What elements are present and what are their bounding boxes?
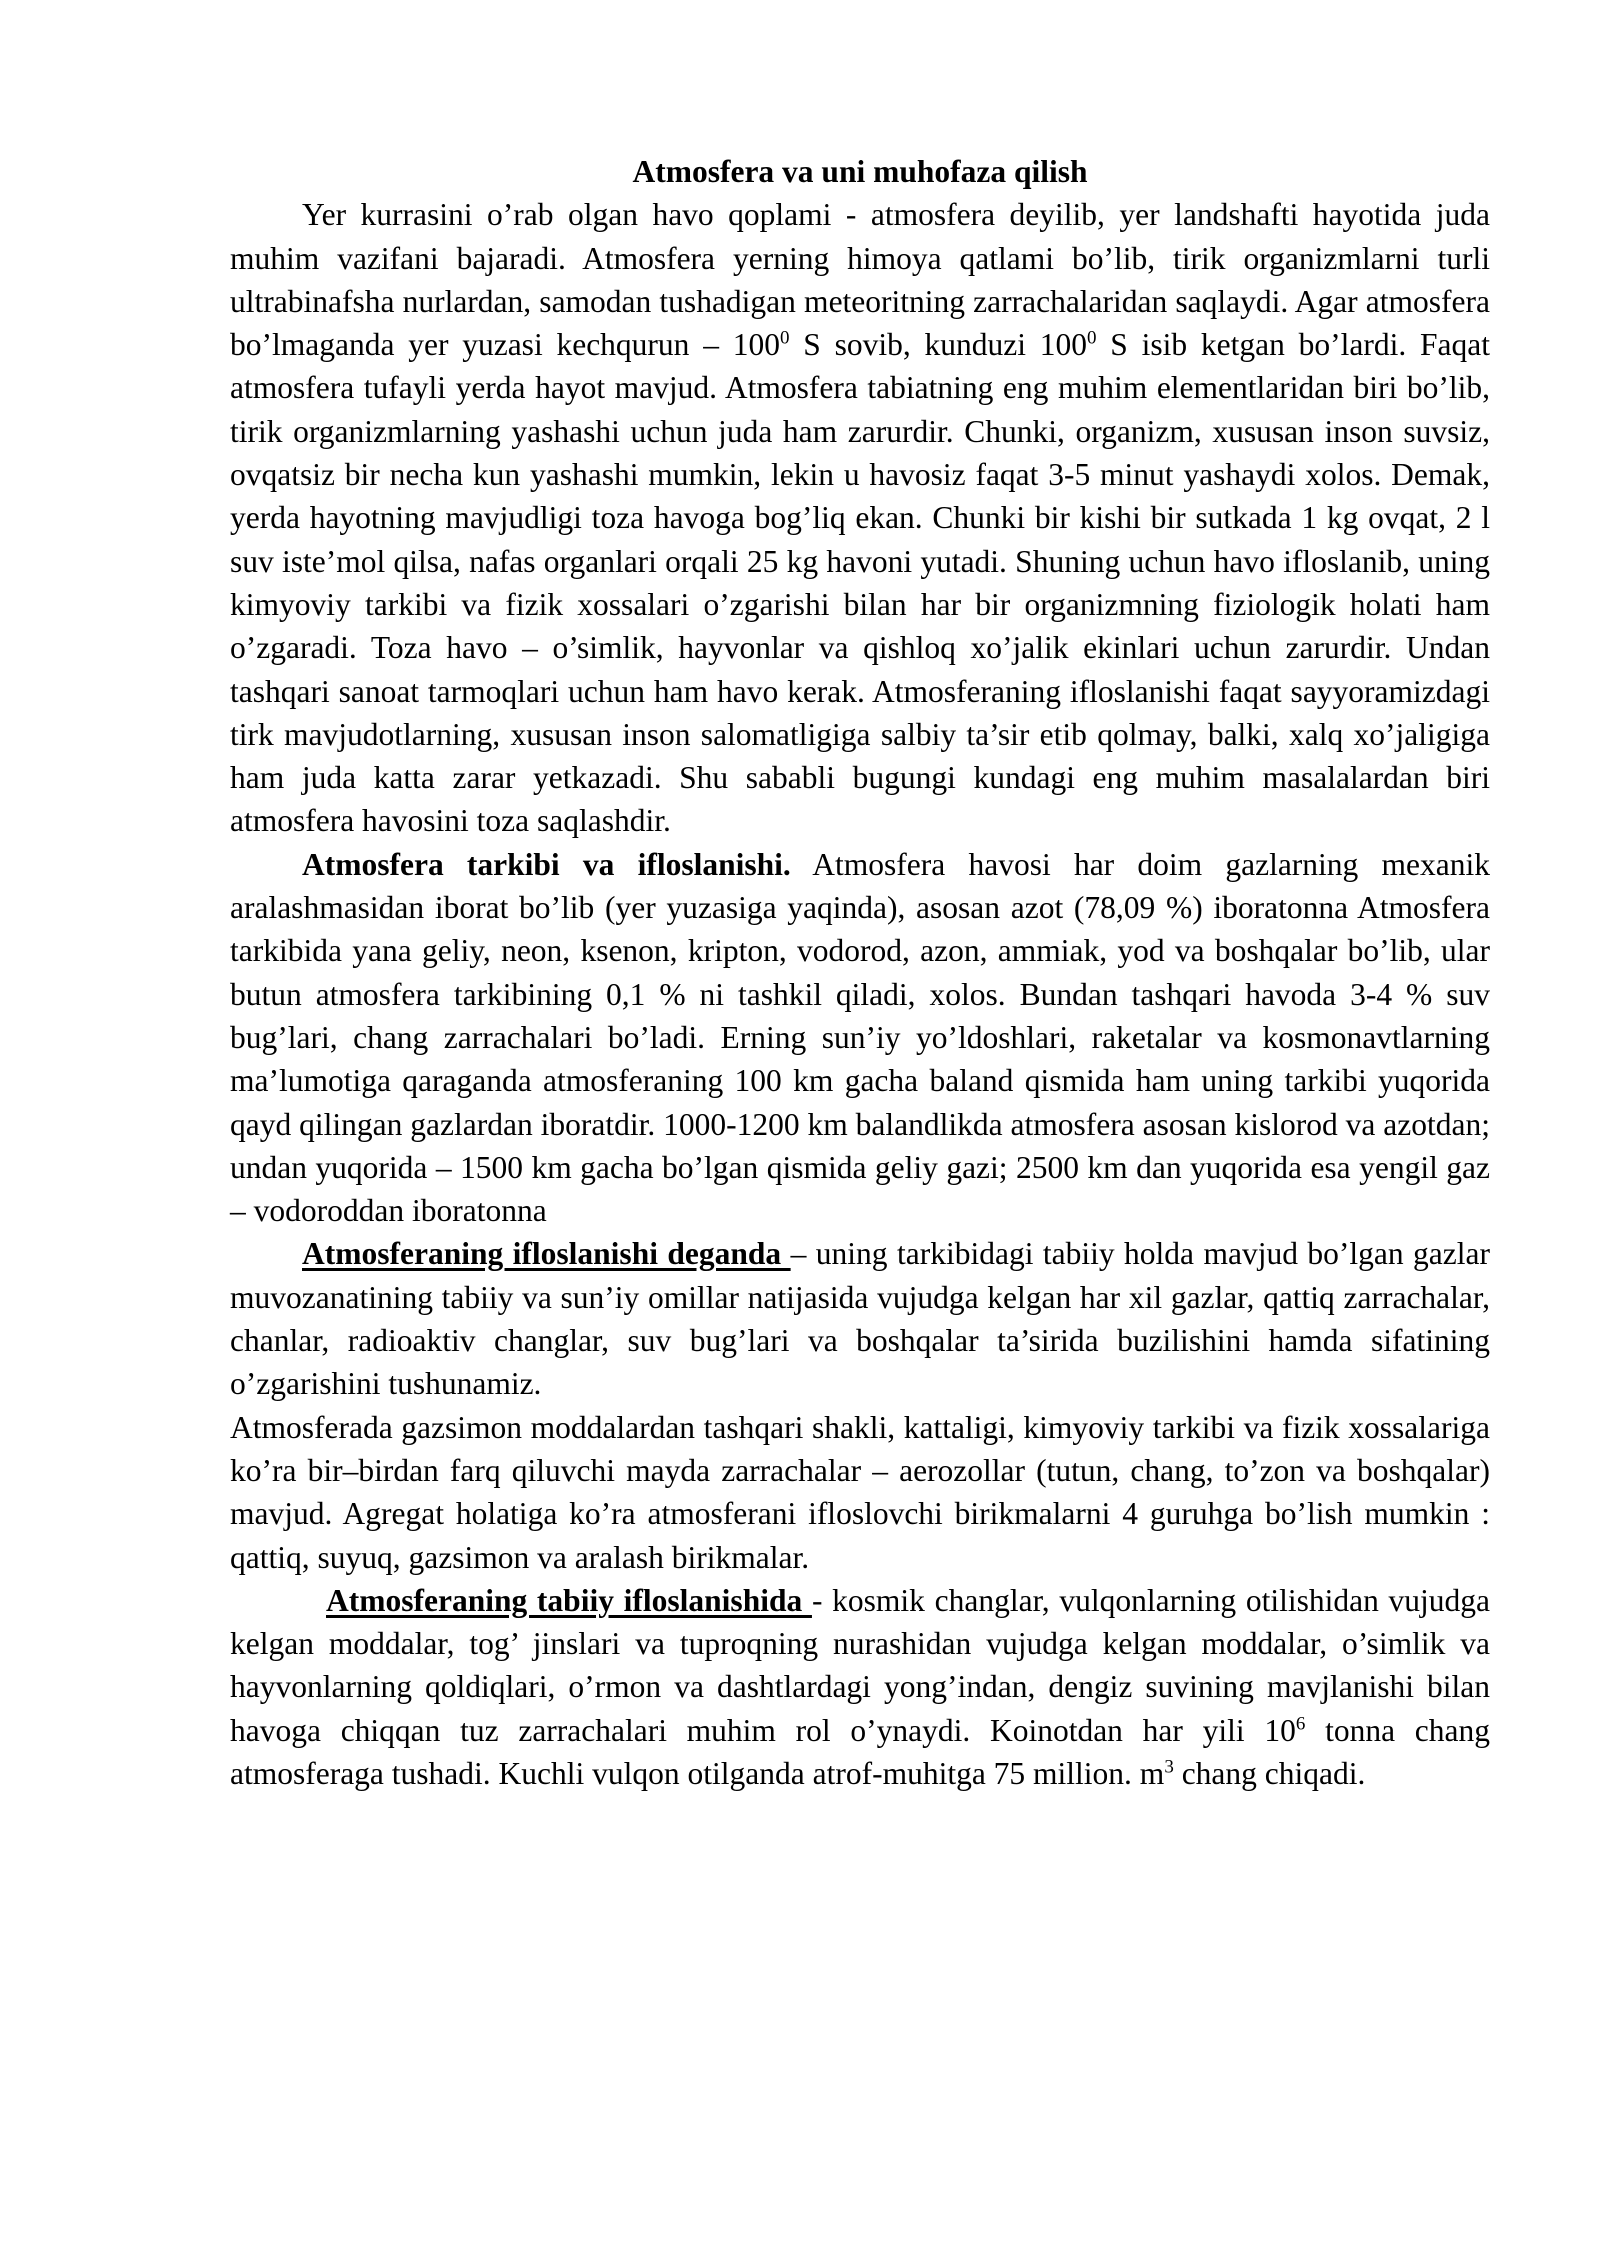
paragraph-natural-pollution-text-a: - kosmik changlar, vulqonlarning otilishidan vujudga kelgan moddalar, tog’ jinslari va tuproqning nurashidan vujudga kelgan moddalar, o’simlik va hayvonlarning qoldiqlari, o’rmon va dashtlardagi yong’indan, dengiz suvining mavjlanishi bilan havoga chiqqan tuz zarrachalari muhim rol o’ynaydi. Koinotdan har yili 10 <box>230 1582 1491 1748</box>
document-title: Atmosfera va uni muhofaza qilish <box>632 154 1088 189</box>
paragraph-natural-pollution-text-c: chang chiqadi. <box>1173 1755 1366 1791</box>
paragraph-natural-pollution <box>230 1579 1490 1795</box>
paragraph-intro <box>230 193 1490 842</box>
paragraph-composition <box>230 843 1490 1233</box>
exponent-superscript: 6 <box>1295 1713 1306 1735</box>
paragraph-pollution-definition-text: – uning tarkibidagi tabiiy holda mavjud bo’lgan gazlar muvozanatining tabiiy va sun’iy omillar natijasida vujudga kelgan har xil gazlar, qattiq zarrachalar, chanlar, radioaktiv changlar, suv bug’lari va boshqalar ta’sirida buzilishini hamda sifatining o’zgarishini tushunamiz. <box>230 1236 1490 1402</box>
section-heading-natural-pollution: Atmosferaning tabiiy ifloslanishida <box>326 1582 812 1618</box>
degree-superscript: 0 <box>1087 327 1097 349</box>
paragraph-aerosols <box>230 1406 1490 1579</box>
paragraph-natural-pollution-text-b: tonna chang atmosferaga tushadi. Kuchli vulqon otilganda atrof-muhitga 75 million. m <box>230 1712 1490 1791</box>
document-body <box>230 150 1490 1795</box>
paragraph-intro-text-c: S isib ketgan bo’lardi. Faqat atmosfera tufayli yerda hayot mavjud. Atmosfera tabiatning eng muhim elementlaridan biri bo’lib, tirik organizmlarning yashashi uchun juda ham zarurdir. Chunki, organizm, xususan inson suvsiz, ovqatsiz bir necha kun yashashi mumkin, lekin u havosiz faqat 3-5 minut yashaydi xolos. Demak, yerda hayotning mavjudligi toza havoga bog’liq ekan. Chunki bir kishi bir sutkada 1 kg ovqat, 2 l suv iste’mol qilsa, nafas organlari orqali 25 kg havoni yutadi. Shuning uchun havo ifloslanib, uning kimyoviy tarkibi va fizik xossalari o’zgarishi bilan har bir organizmning fiziologik holati ham o’zgaradi. Toza havo – o’simlik, hayvonlar va qishloq xo’jalik ekinlari uchun zarurdir. Undan tashqari sanoat tarmoqlari uchun ham havo kerak. Atmosferaning ifloslanishi faqat sayyoramizdagi tirk mavjudotlarning, xususan inson salomatligiga salbiy ta’sir etib qolmay, balki, xalq xo’jaligiga ham juda katta zarar yetkazadi. Shu sababli bugungi kundagi eng muhim masalalardan biri atmosfera havosini toza saqlashdir. <box>230 327 1490 839</box>
degree-superscript: 0 <box>780 327 790 349</box>
exponent-superscript: 3 <box>1164 1756 1174 1778</box>
section-heading-composition: Atmosfera tarkibi va ifloslanishi. <box>302 846 791 882</box>
paragraph-aerosols-text: Atmosferada gazsimon moddalardan tashqari shakli, kattaligi, kimyoviy tarkibi va fizik xossalariga ko’ra bir–birdan farq qiluvchi mayda zarrachalar – aerozollar (tutun, chang, to’zon va boshqalar) mavjud. Agregat holatiga ko’ra atmosferani ifloslovchi birikmalarni 4 guruhga bo’lish mumkin : qattiq, suyuq, gazsimon va aralash birikmalar. <box>230 1409 1490 1575</box>
paragraph-intro-text-a: Yer kurrasini o’rab olgan havo qoplami - atmosfera deyilib, yer landshafti hayotida juda muhim vazifani bajaradi. Atmosfera yerning himoya qatlami bo’lib, tirik organizmlarni turli ultrabinafsha nurlardan, samodan tushadigan meteoritning zarrachalaridan saqlaydi. Agar atmosfera bo’lmaganda yer yuzasi kechqurun – 100 <box>230 197 1490 363</box>
paragraph-pollution-definition <box>230 1232 1490 1405</box>
section-heading-pollution-definition: Atmosferaning ifloslanishi deganda <box>302 1236 791 1272</box>
paragraph-composition-text: Atmosfera havosi har doim gazlarning mexanik aralashmasidan iborat bo’lib (yer yuzasiga yaqinda), asosan azot (78,09 %) iboratonna Atmosfera tarkibida yana geliy, neon, ksenon, kripton, vodorod, azon, ammiak, yod va boshqalar bo’lib, ular butun atmosfera tarkibining 0,1 % ni tashkil qiladi, xolos. Bundan tashqari havoda 3-4 % suv bug’lari, chang zarrachalari bo’ladi. Erning sun’iy yo’ldoshlari, raketalar va kosmonavtlarning ma’lumotiga qaraganda atmosferaning 100 km gacha baland qismida ham uning tarkibi yuqorida qayd qilingan gazlardan iboratdir. 1000-1200 km balandlikda atmosfera asosan kislorod va azotdan; undan yuqorida – 1500 km gacha bo’lgan qismida geliy gazi; 2500 km dan yuqorida esa yengil gaz – vodoroddan iboratonna <box>230 846 1490 1229</box>
paragraph-intro-text-b: S sovib, kunduzi 100 <box>789 327 1088 363</box>
